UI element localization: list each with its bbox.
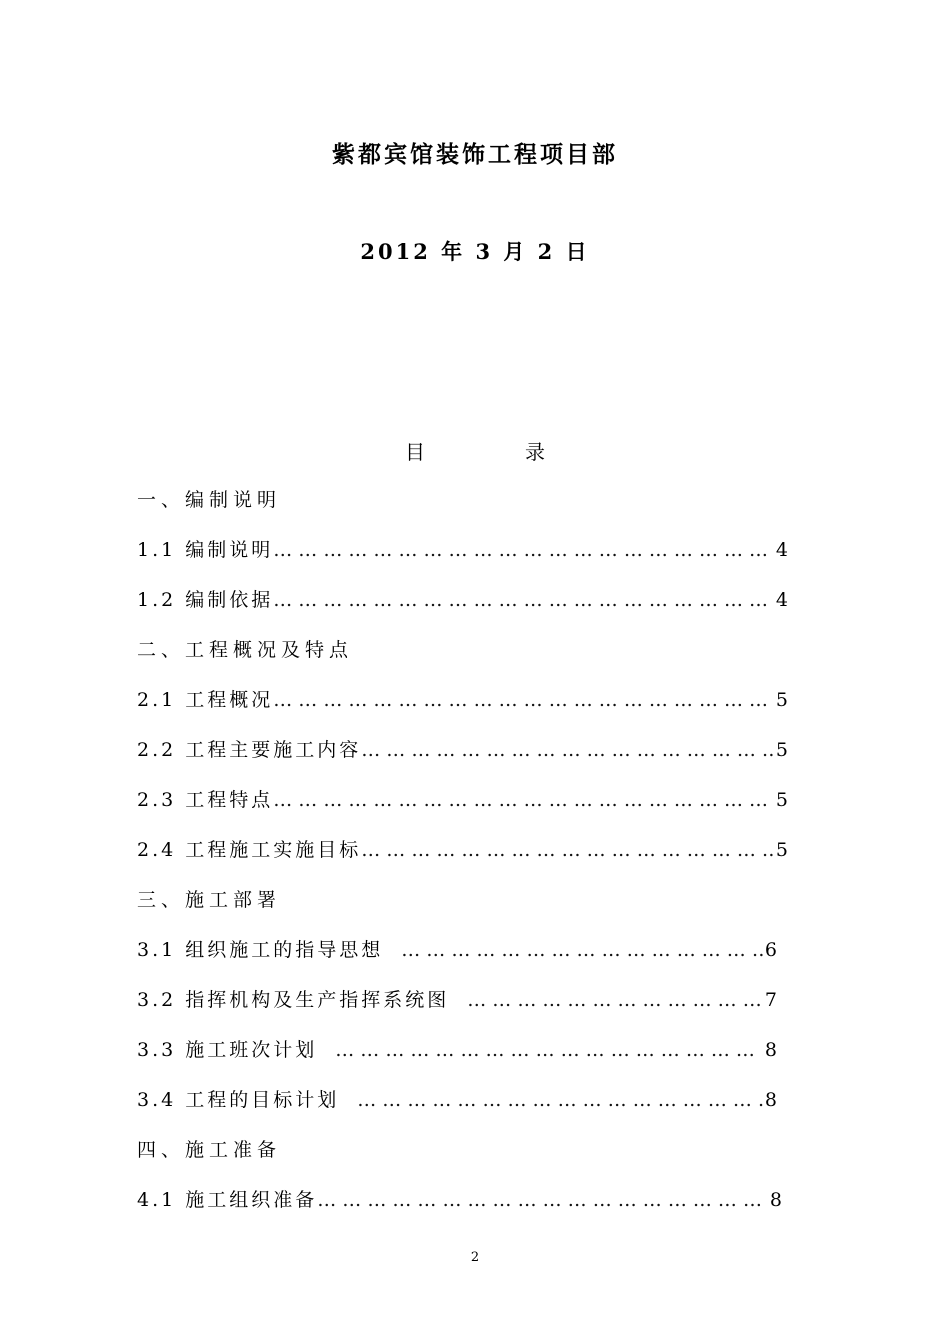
- toc-entry-page: 5: [775, 789, 788, 811]
- toc-entry[interactable]: [137, 1187, 782, 1213]
- toc-leader-dots: [273, 787, 774, 813]
- toc-entry[interactable]: [137, 587, 788, 613]
- toc-entry-label: 3.1 组织施工的指导思想: [137, 939, 384, 961]
- document-date: 2012 年 3 月 2 日: [360, 239, 590, 264]
- toc-entry[interactable]: [137, 537, 788, 563]
- toc-title-right: 录: [525, 440, 545, 464]
- toc-entry[interactable]: [137, 837, 788, 863]
- toc-entry-label: 1.1 编制说明: [137, 539, 274, 561]
- toc-section-heading: 四、施工准备: [137, 1139, 282, 1161]
- toc-leader-dots: [361, 737, 774, 763]
- toc-entry-label: 3.4 工程的目标计划: [137, 1089, 340, 1111]
- toc-entry-page: 5: [775, 689, 788, 711]
- toc-leader-dots: [273, 687, 774, 713]
- toc-entry[interactable]: [137, 737, 788, 763]
- toc-leader-dots: [361, 837, 774, 863]
- toc-entry-label: 2.4 工程施工实施目标: [137, 839, 362, 861]
- toc-entry-page: 5: [775, 739, 788, 761]
- toc-entry-page: 4: [775, 539, 788, 561]
- toc-leader-dots: [339, 1087, 763, 1113]
- toc-entry[interactable]: [137, 687, 788, 713]
- toc-entry-page: 4: [775, 589, 788, 611]
- toc-entry-label: 1.2 编制依据: [137, 589, 274, 611]
- toc-entry-label: 2.2 工程主要施工内容: [137, 739, 362, 761]
- toc-title-left: 目: [405, 440, 425, 464]
- toc-entry-page: 7: [764, 989, 777, 1011]
- toc-entry-label: 4.1 施工组织准备: [137, 1189, 318, 1211]
- toc-entry-page: 8: [769, 1189, 782, 1211]
- toc-entry-label: 2.1 工程概况: [137, 689, 274, 711]
- toc-leader-dots: [273, 537, 774, 563]
- toc-leader-dots: [449, 987, 763, 1013]
- toc-entry-page: 5: [775, 839, 788, 861]
- toc-section-heading: 一、编制说明: [137, 489, 282, 511]
- page-number: 2: [470, 1250, 480, 1265]
- toc-entry[interactable]: [137, 787, 788, 813]
- toc-entry-page: 6: [764, 939, 777, 961]
- toc-leader-dots: [383, 937, 763, 963]
- toc-entry-label: 3.2 指挥机构及生产指挥系统图: [137, 989, 450, 1011]
- toc-entry-page: 8: [764, 1089, 777, 1111]
- toc-entry[interactable]: [137, 937, 777, 963]
- toc-entry[interactable]: [137, 1037, 777, 1063]
- toc-section-heading: 三、施工部署: [137, 889, 282, 911]
- organization-title: 紫都宾馆装饰工程项目部: [332, 141, 618, 168]
- toc-entry[interactable]: [137, 1087, 777, 1113]
- toc-entry-label: 2.3 工程特点: [137, 789, 274, 811]
- toc-leader-dots: [273, 587, 774, 613]
- toc-leader-dots: [317, 1037, 763, 1063]
- toc-title: [0, 436, 950, 465]
- toc-leader-dots: [317, 1187, 768, 1213]
- toc-section-heading: 二、工程概况及特点: [137, 639, 354, 661]
- toc-entry-page: 8: [764, 1039, 777, 1061]
- toc-entry-label: 3.3 施工班次计划: [137, 1039, 318, 1061]
- toc-entry[interactable]: [137, 987, 777, 1013]
